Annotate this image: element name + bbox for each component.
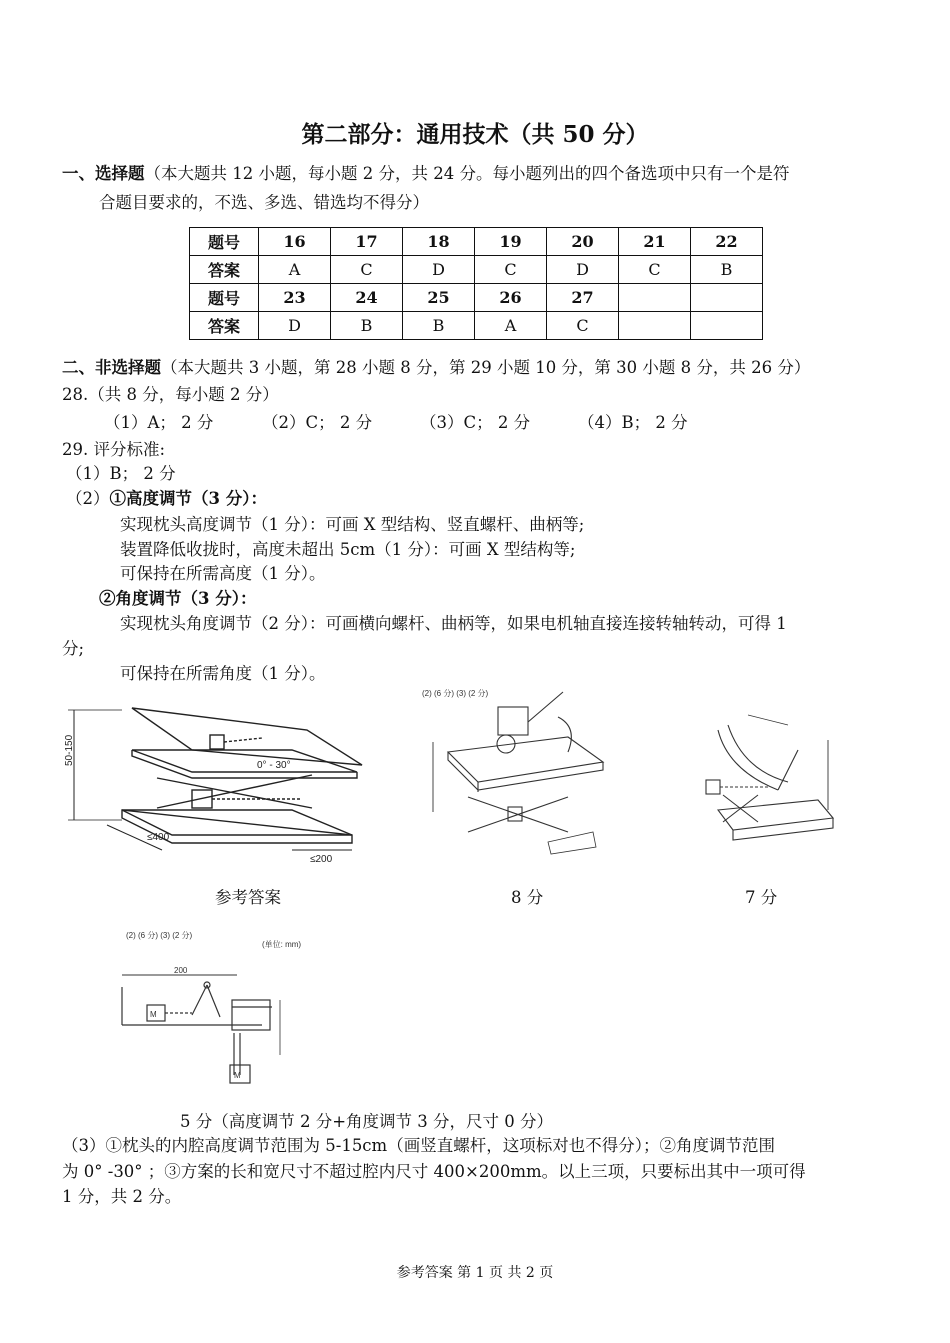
- q29-3-line-3: 1 分，共 2 分。: [62, 1187, 182, 1206]
- q29-3-line-2: 为 0° -30° ；③方案的长和宽尺寸不超过腔内尺寸 400×200mm。以上三项，只要标出其中一项可得: [62, 1162, 806, 1181]
- q29-part1: （1）B； 2 分: [66, 464, 176, 483]
- table-cell: 18: [403, 228, 475, 256]
- angle-line-1: 实现枕头角度调节（2 分）：可画横向螺杆、曲柄等，如果电机轴直接连接转轴转动，可得 1: [120, 614, 787, 633]
- angle-line-2: 可保持在所需角度（1 分）。: [120, 664, 326, 683]
- sketch-5-dim-len: 200: [174, 966, 188, 975]
- caption-reference: 参考答案: [215, 888, 281, 907]
- q29-part2-prefix: （2）: [66, 489, 110, 508]
- table-row: [190, 312, 763, 340]
- height-adjust-title: ①高度调节（3 分）：: [109, 489, 267, 508]
- sketch-5-note: (2) (6 分) (3) (2 分): [126, 931, 193, 940]
- sketch-5-motor-bottom: M: [234, 1071, 241, 1080]
- table-cell: D: [259, 312, 331, 340]
- reference-answer-figure: [62, 690, 382, 865]
- table-cell: C: [331, 256, 403, 284]
- q28-answer-4: （4）B； 2 分: [578, 413, 688, 432]
- sketch-note: (2) (6 分) (3) (2 分): [422, 689, 489, 698]
- sketch-5-motor-top: M: [150, 1010, 157, 1019]
- table-cell: [691, 284, 763, 312]
- table-cell: 题号: [190, 228, 259, 256]
- page-footer: 参考答案 第 1 页 共 2 页: [396, 1265, 554, 1281]
- angle-line-1-cont: 分;: [62, 639, 85, 658]
- section1-heading: 一、选择题: [62, 164, 145, 183]
- table-cell: B: [691, 256, 763, 284]
- table-cell: 26: [475, 284, 547, 312]
- section1-line2: 合题目要求的，不选、多选、错选均不得分）: [99, 193, 429, 212]
- q28-head: 28.（共 8 分，每小题 2 分）: [62, 385, 279, 404]
- table-cell: [619, 312, 691, 340]
- table-cell: 27: [547, 284, 619, 312]
- table-cell: B: [403, 312, 475, 340]
- table-cell: D: [547, 256, 619, 284]
- height-line-2: 装置降低收拢时，高度未超出 5cm（1 分）：可画 X 型结构等;: [120, 540, 576, 559]
- sketch-8-points-figure: [418, 682, 618, 862]
- table-cell: 答案: [190, 312, 259, 340]
- table-row: [190, 228, 763, 256]
- table-cell: 19: [475, 228, 547, 256]
- caption-5-points: 5 分（高度调节 2 分+角度调节 3 分，尺寸 0 分）: [180, 1112, 554, 1131]
- answer-table: [189, 227, 763, 340]
- section2-desc: （本大题共 3 小题，第 28 小题 8 分，第 29 小题 10 分，第 30 小题 8 分，共 26 分）: [161, 358, 811, 377]
- table-cell: 20: [547, 228, 619, 256]
- page-title: 第二部分：通用技术（共 50 分）: [301, 121, 649, 148]
- table-cell: [691, 312, 763, 340]
- q29-head: 29. 评分标准:: [62, 440, 166, 459]
- q28-answer-2: （2）C； 2 分: [262, 413, 373, 432]
- dim-height-label: 50-150: [64, 734, 75, 766]
- dim-angle-label: 0° - 30°: [257, 760, 291, 771]
- table-cell: 22: [691, 228, 763, 256]
- table-cell: C: [619, 256, 691, 284]
- dim-length-label: ≤400: [147, 832, 170, 843]
- section2-heading: 二、非选择题: [62, 358, 161, 377]
- table-cell: 23: [259, 284, 331, 312]
- table-cell: 17: [331, 228, 403, 256]
- table-cell: 21: [619, 228, 691, 256]
- table-cell: A: [259, 256, 331, 284]
- q29-3-line-1: （3）①枕头的内腔高度调节范围为 5-15cm（画竖直螺杆，这项标对也不得分）；②角度调节范围: [62, 1136, 775, 1155]
- table-cell: [619, 284, 691, 312]
- section1-desc: （本大题共 12 小题，每小题 2 分，共 24 分。每小题列出的四个备选项中只有一个是符: [144, 164, 790, 183]
- table-cell: 题号: [190, 284, 259, 312]
- table-cell: C: [547, 312, 619, 340]
- table-cell: D: [403, 256, 475, 284]
- q29-part2-line: [66, 487, 267, 511]
- caption-7-points: 7 分: [745, 888, 778, 907]
- q28-answer-3: （3）C； 2 分: [420, 413, 531, 432]
- table-cell: 16: [259, 228, 331, 256]
- table-row: [190, 256, 763, 284]
- section2-line: [62, 356, 810, 380]
- table-cell: 25: [403, 284, 475, 312]
- angle-adjust-title: ②角度调节（3 分）：: [99, 589, 257, 608]
- table-cell: 24: [331, 284, 403, 312]
- dim-width-label: ≤200: [310, 854, 333, 865]
- sketch-5-points-figure: [112, 925, 322, 1090]
- height-line-1: 实现枕头高度调节（1 分）：可画 X 型结构、竖直螺杆、曲柄等;: [120, 515, 585, 534]
- section1-line1: [62, 162, 789, 186]
- table-cell: A: [475, 312, 547, 340]
- table-cell: 答案: [190, 256, 259, 284]
- table-cell: B: [331, 312, 403, 340]
- height-line-3: 可保持在所需高度（1 分）。: [120, 564, 326, 583]
- q28-answer-1: （1）A； 2 分: [104, 413, 214, 432]
- sketch-5-unit: (单位: mm): [262, 940, 302, 949]
- caption-8-points: 8 分: [511, 888, 544, 907]
- sketch-7-points-figure: [668, 700, 848, 860]
- table-row: [190, 284, 763, 312]
- table-cell: C: [475, 256, 547, 284]
